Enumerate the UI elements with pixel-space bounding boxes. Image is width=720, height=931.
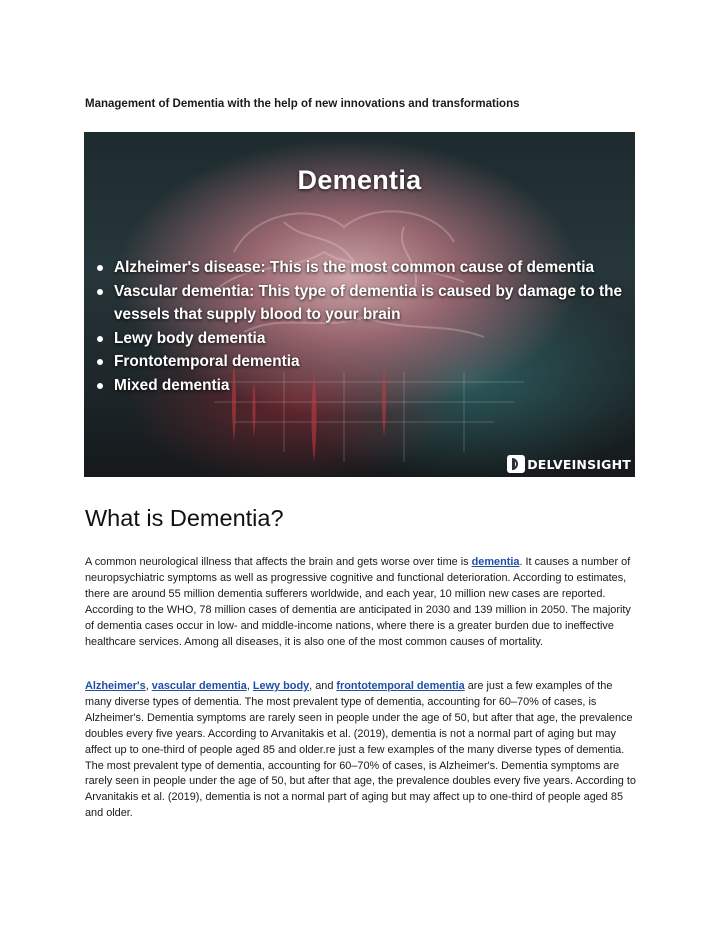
bullet-icon: [97, 289, 103, 295]
intro-paragraph: A common neurological illness that affects the brain and gets worse over time is dementia. It causes a number of neuropsychiatric symptoms as well as progressive cognitive and functional deterioration. According to estimates, there are around 55 million dementia sufferers worldwide, and each year, 10 million new cases are reported. According to the WHO, 78 million cases of dementia are anticipated in 2030 and 139 million in 2050. The majority of dementia cases occur in low- and middle-income nations, where there is a greater burden due to ineffective healthcare services. Among all diseases, it is also one of the most common causes of mortality.: [85, 556, 631, 648]
list-item: Vascular dementia: This type of dementia is caused by damage to the vessels that supply blood to your brain: [95, 280, 634, 327]
logo-text: DELVEINSIGHT: [527, 456, 631, 472]
frontotemporal-dementia-link[interactable]: frontotemporal dementia: [336, 680, 465, 692]
bullet-icon: [97, 359, 103, 365]
delveinsight-logo: [507, 455, 631, 473]
list-item: Mixed dementia: [95, 374, 634, 398]
list-item: Alzheimer's disease: This is the most common cause of dementia: [95, 256, 634, 280]
document-title: Management of Dementia with the help of new innovations and transformations: [85, 98, 520, 110]
lewy-body-link[interactable]: Lewy body: [252, 680, 310, 692]
types-paragraph: Alzheimer's, vascular dementia, Lewy body, and frontotemporal dementia are just a few examples of the many diverse types of dementia. The most prevalent type of dementia, accounting for 60–70% of cases, is Alzheimer's. Dementia symptoms are rarely seen in people under the age of 50, but after that age, the prevalence doubles every five years. According to Arvanitakis et al. (2019), dementia is not a normal part of aging but may affect up to one-third of people aged 85 and older.re just a few examples of the many diverse types of dementia. The most prevalent type of dementia, accounting for 60–70% of cases, is Alzheimer's. Dementia symptoms are rarely seen in people under the age of 50, but after that age, the prevalence doubles every five years. According to Arvanitakis et al. (2019), dementia is not a normal part of aging but may affect up to one-third of people aged 85 and older.: [85, 680, 636, 820]
bullet-icon: [97, 383, 103, 389]
vascular-dementia-link[interactable]: vascular dementia: [151, 680, 247, 692]
dementia-types-list: [95, 256, 634, 397]
dementia-link[interactable]: dementia: [471, 556, 520, 568]
bullet-icon: [97, 336, 103, 342]
dementia-infographic: [84, 132, 635, 477]
list-item: Lewy body dementia: [95, 327, 634, 351]
infographic-title: Dementia: [297, 165, 422, 195]
list-item: Frontotemporal dementia: [95, 350, 634, 374]
section-heading: What is Dementia?: [85, 505, 284, 531]
alzheimers-link[interactable]: Alzheimer's: [85, 680, 146, 692]
bullet-icon: [97, 265, 103, 271]
delveinsight-logo-icon: [507, 455, 525, 473]
